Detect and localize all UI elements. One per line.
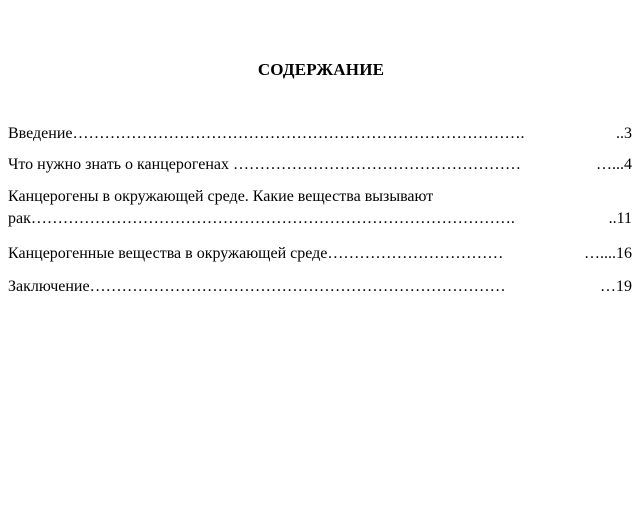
toc-entry-carcinogens-environment-line1	[8, 187, 632, 207]
toc-entry-text: Канцерогены в окружающей среде. Какие вещества вызывают	[8, 188, 434, 205]
toc-entry-page: …...4	[596, 156, 632, 173]
toc-entry-page: …....16	[584, 245, 632, 262]
toc-entry-text: Заключение……………………………………………………………………	[8, 278, 506, 295]
toc-entry-text: Введение………………………………………………………………………….	[8, 125, 525, 142]
toc-entry-introduction	[8, 124, 632, 144]
toc-entry-page: ..3	[616, 125, 632, 142]
toc-title: СОДЕРЖАНИЕ	[257, 60, 385, 79]
toc-entry-carcinogens-basics	[8, 155, 632, 175]
toc-entry-page: ..11	[608, 210, 632, 227]
toc-entry-carcinogenic-substances	[8, 244, 632, 264]
toc-entry-text: Что нужно знать о канцерогенах ………………………………………………	[8, 156, 521, 173]
toc-entry-carcinogens-environment-line2	[8, 209, 632, 229]
toc-entry-conclusion	[8, 277, 632, 297]
toc-entry-text: Канцерогенные вещества в окружающей среде……………………………	[8, 245, 504, 262]
toc-entry-page: …19	[600, 278, 632, 295]
toc-entry-text: рак……………………………………………………………………………….	[8, 210, 515, 227]
